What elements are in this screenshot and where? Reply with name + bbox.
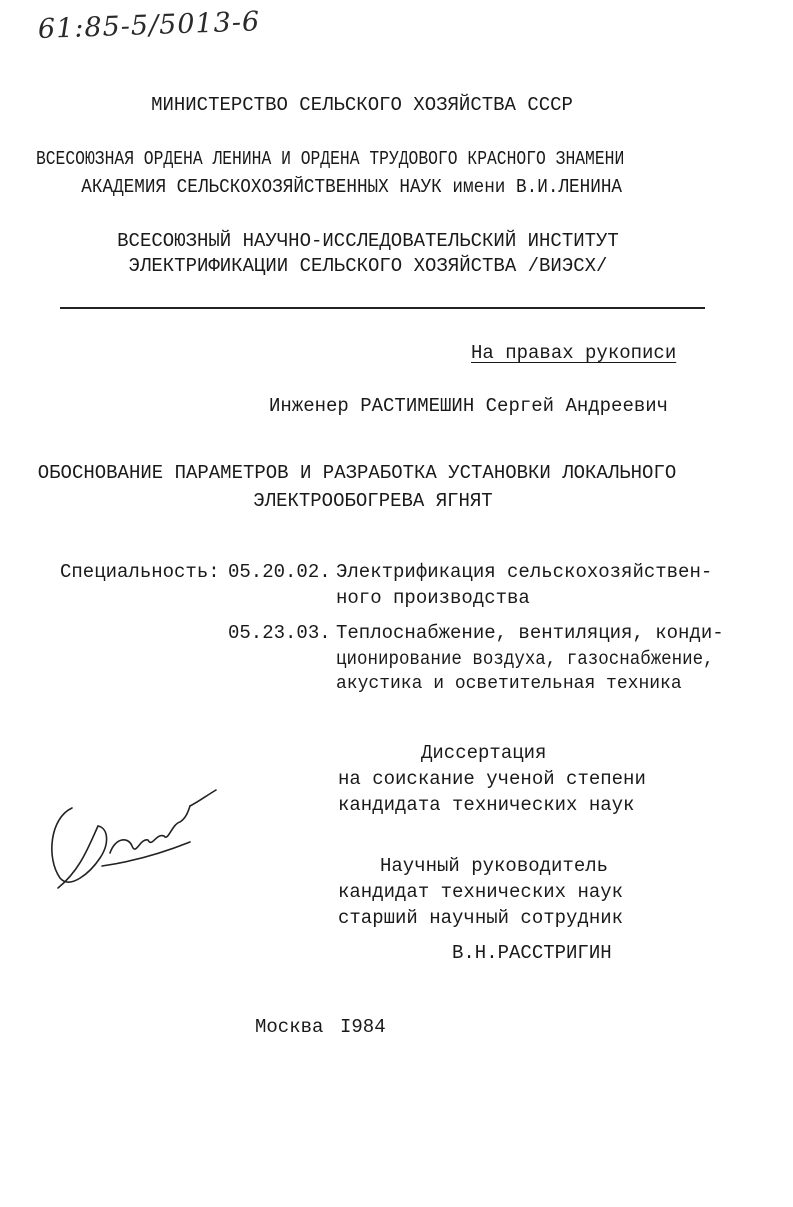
institute-line-2: ЭЛЕКТРИФИКАЦИИ СЕЛЬСКОГО ХОЗЯЙСТВА /ВИЭСХ/ bbox=[128, 255, 608, 277]
signature-tail bbox=[190, 790, 216, 806]
specialty-code-2: 05.23.03. bbox=[228, 622, 331, 644]
academy-line-2-text: АКАДЕМИЯ СЕЛЬСКОХОЗЯЙСТВЕННЫХ НАУК имени В.И.ЛЕНИНА bbox=[81, 176, 623, 198]
specialty-desc-2-line-2 bbox=[336, 648, 746, 670]
signature-loop bbox=[52, 808, 107, 882]
specialty-desc-2-line-2-text: ционирование воздуха, газоснабжение, bbox=[336, 648, 714, 670]
footer-city: Москва bbox=[255, 1016, 324, 1038]
supervisor-name: В.Н.РАССТРИГИН bbox=[452, 942, 612, 964]
supervisor-position: старший научный сотрудник bbox=[338, 907, 624, 929]
dissertation-degree-line-2: кандидата технических наук bbox=[338, 794, 635, 816]
author-signature bbox=[40, 778, 230, 898]
specialty-desc-1-line-2: ного производства bbox=[336, 587, 530, 609]
dissertation-heading: Диссертация bbox=[421, 742, 547, 764]
archive-mark: 61:85-5/5013-6 bbox=[37, 6, 261, 45]
specialty-desc-2-line-1: Теплоснабжение, вентиляция, конди- bbox=[336, 622, 724, 644]
supervisor-degree: кандидат технических наук bbox=[338, 881, 624, 903]
institute-line-1: ВСЕСОЮЗНЫЙ НАУЧНО-ИССЛЕДОВАТЕЛЬСКИЙ ИНСТИТУТ bbox=[117, 230, 619, 252]
specialty-label: Специальность: bbox=[60, 561, 220, 583]
footer-year: I984 bbox=[340, 1016, 386, 1038]
rights-note: На правах рукописи bbox=[471, 342, 677, 364]
specialty-desc-2-line-3: акустика и осветительная техника bbox=[336, 674, 682, 694]
ministry-heading: МИНИСТЕРСТВО СЕЛЬСКОГО ХОЗЯЙСТВА СССР bbox=[151, 94, 573, 116]
signature-underline bbox=[102, 842, 190, 866]
specialty-code-1: 05.20.02. bbox=[228, 561, 331, 583]
author-line: Инженер РАСТИМЕШИН Сергей Андреевич bbox=[269, 395, 669, 417]
dissertation-degree-line-1: на соискание ученой степени bbox=[338, 768, 646, 790]
academy-line-1 bbox=[36, 148, 720, 170]
thesis-title-line-1: ОБОСНОВАНИЕ ПАРАМЕТРОВ И РАЗРАБОТКА УСТАНОВКИ ЛОКАЛЬНОГО bbox=[37, 462, 677, 484]
supervisor-heading: Научный руководитель bbox=[380, 855, 609, 877]
specialty-desc-1-line-1: Электрификация сельскохозяйствен- bbox=[336, 561, 713, 583]
academy-line-1-text: ВСЕСОЮЗНАЯ ОРДЕНА ЛЕНИНА И ОРДЕНА ТРУДОВОГО КРАСНОГО ЗНАМЕНИ bbox=[35, 148, 625, 170]
header-divider bbox=[60, 307, 705, 309]
thesis-title-line-2: ЭЛЕКТРООБОГРЕВА ЯГНЯТ bbox=[253, 490, 493, 512]
academy-line-2 bbox=[81, 176, 663, 198]
